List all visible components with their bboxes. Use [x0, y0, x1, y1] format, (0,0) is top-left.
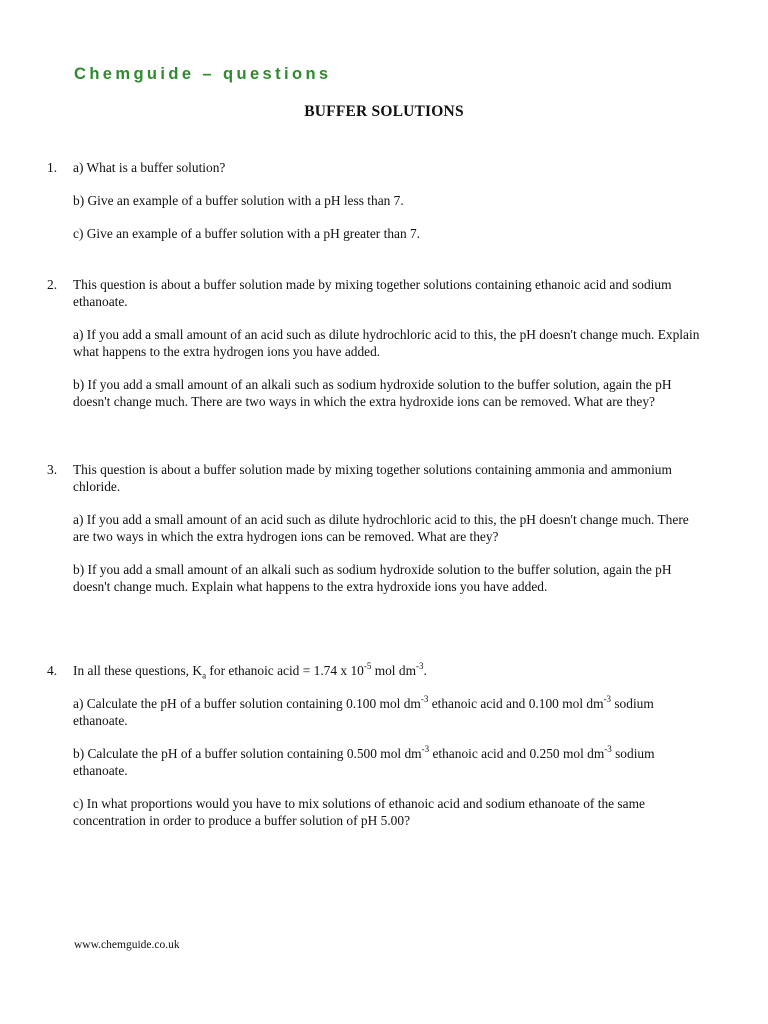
question-part-c: c) In what proportions would you have to mix solutions of ethanoic acid and sodium ethanoate of the same concentration in order to produce a buffer solution of pH 5.00? [73, 796, 645, 828]
site-header: Chemguide – questions [74, 65, 332, 83]
question-2 [47, 276, 707, 410]
question-part-a: a) What is a buffer solution? [73, 160, 226, 175]
question-3 [47, 461, 707, 595]
question-part-b: b) If you add a small amount of an alkali such as sodium hydroxide solution to the buffer solution, again the pH doesn't change much. There are two ways in which the extra hydroxide ions can be removed. What are they? [73, 377, 672, 409]
page-title: BUFFER SOLUTIONS [304, 103, 464, 120]
footer-url: www.chemguide.co.uk [74, 939, 180, 951]
question-number: 2. [47, 277, 58, 292]
question-part-b: b) Give an example of a buffer solution with a pH less than 7. [73, 193, 404, 208]
question-part-b: b) Calculate the pH of a buffer solution containing 0.500 mol $dm^{-3}$ ethanoic acid and 0.250 mol $dm^{-3}$ sodium ethanoate. [73, 743, 655, 778]
question-part-a: a) Calculate the pH of a buffer solution containing 0.100 mol $dm^{-3}$ ethanoic acid and 0.100 mol $dm^{-3}$ sodium ethanoate. [73, 693, 654, 728]
question-part-a: a) If you add a small amount of an acid such as dilute hydrochloric acid to this, the pH doesn't change much. Explain what happens to the extra hydrogen ions you have added. [73, 327, 700, 359]
question-number: 4. [47, 663, 58, 678]
question-part-b: b) If you add a small amount of an alkali such as sodium hydroxide solution to the buffer solution, again the pH doesn't change much. Explain what happens to the extra hydroxide ions you have added. [73, 562, 672, 594]
question-part-a: a) If you add a small amount of an acid such as dilute hydrochloric acid to this, the pH doesn't change much. There are two ways in which the extra hydrogen ions can be removed. What are they? [73, 512, 689, 544]
question-intro: This question is about a buffer solution made by mixing together solutions containing ethanoic acid and sodium ethanoate. [73, 277, 672, 309]
question-intro: In all these questions, $K_a$ for ethanoic acid = 1.74 x $10^{-5}$ mol $dm^{-3}$. [73, 660, 427, 681]
question-number: 1. [47, 160, 58, 175]
question-part-c: c) Give an example of a buffer solution with a pH greater than 7. [73, 226, 421, 241]
question-number: 3. [47, 462, 58, 477]
question-4 [47, 662, 707, 829]
question-1 [47, 159, 707, 242]
question-intro: This question is about a buffer solution made by mixing together solutions containing ammonia and ammonium chloride. [73, 462, 672, 494]
